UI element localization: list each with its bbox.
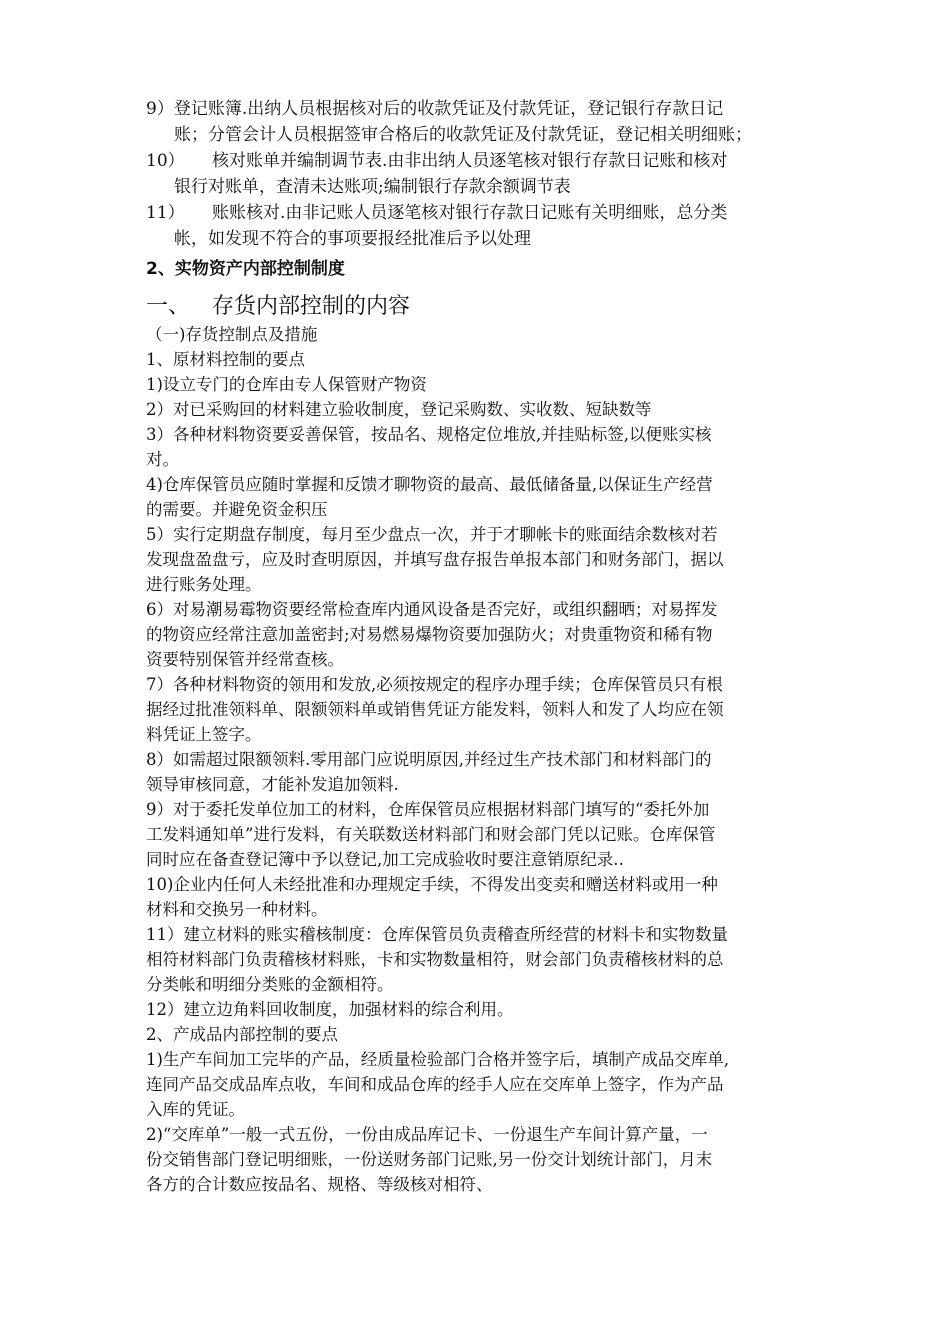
- text-line: 各方的合计数应按品名、规格、等级核对相符、: [146, 1175, 493, 1194]
- text-line: 9）对于委托发单位加工的材料，仓库保管员应根据材料部门填写的“委托外加: [146, 800, 710, 819]
- text-line: 10)企业内任何人未经批准和办理规定手续，不得发出变卖和赠送材料或用一种: [146, 875, 718, 894]
- text-line: 资要特别保管并经常查核。: [146, 650, 344, 669]
- text-line: 4)仓库保管员应随时掌握和反馈才聊物资的最高、最低储备量,以保证生产经营: [146, 475, 713, 494]
- text-line: 分类帐和明细分类账的金额相符。: [146, 975, 394, 994]
- text-line: 7）各种材料物资的领用和发放,必须按规定的程序办理手续；仓库保管员只有根: [146, 675, 723, 694]
- text-line: 11）建立材料的账实稽核制度：仓库保管员负责稽查所经营的材料卡和实物数量: [146, 925, 728, 944]
- text-line: 的物资应经常注意加盖密封;对易燃易爆物资要加强防火；对贵重物资和稀有物: [146, 625, 713, 644]
- chapter-heading: [146, 290, 816, 324]
- item-text: 登记账簿.出纳人员根据核对后的收款凭证及付款凭证，登记银行存款日记: [173, 99, 724, 119]
- text-line: 同时应在备查登记簿中予以登记,加工完成验收时要注意销原纪录..: [146, 850, 624, 869]
- text-line: 领导审核同意，才能补发追加领料.: [146, 775, 399, 794]
- item-continuation: 帐，如发现不符合的事项要报经批准后予以处理: [174, 229, 531, 249]
- text-line: 料凭证上签字。: [146, 725, 262, 744]
- text-line: 对。: [146, 450, 179, 469]
- text-line: 1、原材料控制的要点: [146, 350, 305, 369]
- text-line: 据经过批准领料单、限额领料单或销售凭证方能发料，领料人和发了人均应在领: [146, 700, 724, 719]
- text-line: 1)生产车间加工完毕的产品，经质量检验部门合格并签字后，填制产成品交库单,: [146, 1050, 730, 1069]
- text-line: 份交销售部门登记明细账，一份送财务部门记账,另一份交计划统计部门，月末: [146, 1150, 713, 1169]
- heading-number: 一、: [146, 294, 191, 319]
- text-line: 发现盘盈盘亏，应及时查明原因，并填写盘存报告单报本部门和财务部门，据以: [146, 550, 724, 569]
- text-line: 8）如需超过限额领料.零用部门应说明原因,并经过生产技术部门和材料部门的: [146, 750, 712, 769]
- item-text: 核对账单并编制调节表.由非出纳人员逐笔核对银行存款日记账和核对: [212, 151, 728, 171]
- text-line: 12）建立边角料回收制度，加强材料的综合利用。: [146, 1000, 514, 1019]
- list-item: [146, 96, 816, 148]
- text-line: 入库的凭证。: [146, 1100, 245, 1119]
- text-line: 2)“交库单”一般一式五份，一份由成品库记卡、一份退生产车间计算产量，一: [146, 1125, 708, 1144]
- text-line: 1)设立专门的仓库由专人保管财产物资: [146, 375, 427, 394]
- hanging-list: [146, 96, 816, 330]
- text-line: 材料和交换另一种材料。: [146, 900, 328, 919]
- text-line: 2、产成品内部控制的要点: [146, 1025, 338, 1044]
- item-continuation: 账；分管会计人员根据签审合格后的收款凭证及付款凭证，登记相关明细账；: [174, 125, 752, 145]
- text-line: 3）各种材料物资要妥善保管，按品名、规格定位堆放,并挂贴标签,以便账实核: [146, 425, 712, 444]
- item-number: 11）: [146, 203, 185, 223]
- text-line: （一)存货控制点及措施: [146, 325, 318, 344]
- text-line: 6）对易潮易霉物资要经常检查库内通风设备是否完好，或组织翻晒；对易挥发: [146, 600, 718, 619]
- item-continuation: 银行对账单，查清未达账项;编制银行存款余额调节表: [174, 177, 571, 197]
- text-line: 2）对已采购回的材料建立验收制度，登记采购数、实收数、短缺数等: [146, 400, 652, 419]
- text-line: 连同产品交成品库点收，车间和成品仓库的经手人应在交库单上签字，作为产品: [146, 1075, 724, 1094]
- list-item: [146, 148, 816, 200]
- text-line: 5）实行定期盘存制度，每月至少盘点一次，并于才聊帐卡的账面结余数核对若: [146, 525, 718, 544]
- body-text: [146, 322, 811, 1197]
- item-number: 9）: [146, 99, 174, 119]
- list-item: [146, 200, 816, 252]
- text-line: 的需要。并避免资金积压: [146, 500, 328, 519]
- text-line: 进行账务处理。: [146, 575, 262, 594]
- text-line: 相符材料部门负责稽核材料账，卡和实物数量相符，财会部门负责稽核材料的总: [146, 950, 724, 969]
- item-text: 账账核对.由非记账人员逐笔核对银行存款日记账有关明细账，总分类: [212, 203, 728, 223]
- item-number: 10）: [146, 151, 185, 171]
- heading-text: 存货内部控制的内容: [212, 294, 411, 319]
- section-title: 2、实物资产内部控制制度: [146, 259, 345, 279]
- text-line: 工发料通知单”进行发料，有关联数送材料部门和财会部门凭以记账。仓库保管: [146, 825, 716, 844]
